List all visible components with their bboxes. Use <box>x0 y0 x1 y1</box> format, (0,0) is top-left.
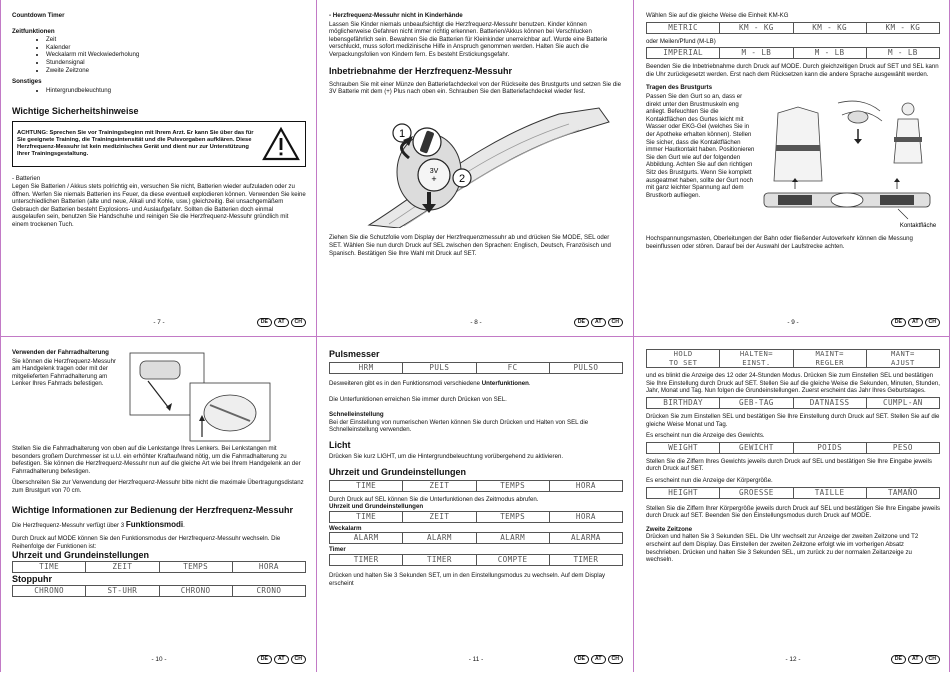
lcd-cell: ALARM <box>476 533 549 543</box>
page-10 <box>0 337 316 673</box>
bike-mount-illustration <box>126 349 276 445</box>
lcd-cell: CUMPL-AN <box>866 398 939 408</box>
lcd-cell: BIRTHDAY <box>663 397 704 407</box>
timer-title: Timer <box>329 546 346 554</box>
page-7 <box>0 0 316 336</box>
bedienung-heading: Wichtige Informationen zur Bedienung der Herzfrequenz-Messuhr <box>12 504 293 515</box>
list-item: • Stundensignal <box>46 59 306 67</box>
stoppuhr-heading: Stoppuhr <box>12 574 52 585</box>
country-badge: CH <box>291 318 307 327</box>
country-badge: AT <box>908 318 923 327</box>
sicherheit-heading: Wichtige Sicherheitshinweise <box>12 106 139 117</box>
lcd-cell: ALARMA <box>549 533 622 543</box>
lcd-cell: M - LB <box>866 48 939 58</box>
lcd-line: MAINT= <box>815 349 844 358</box>
lcd-cell: TIME <box>356 480 377 490</box>
battery-installation-illustration <box>329 100 619 228</box>
lcd-cell: IMPERIAL <box>663 48 704 58</box>
lcd-display-hold <box>646 349 940 368</box>
page-8 <box>317 0 633 336</box>
verwenden-text-2: Stellen Sie die Fahrradhalterung von oben auf die Lenkstange Ihres Lenkers. Bei Lenkstangen mit besonders großem Durchmesser ist u.U. ein erhöhter Kraftaufwand nötig, um die Fahrradhalterung zu befestigen. Sie können die Herzfrequenz-Messuhr nun auf die gleiche Art wie bei Ihrem Handgelenk an der Fahrradhalterung befestigen. <box>12 445 301 475</box>
sel-text: Die Unterfunktionen erreichen Sie immer durch Drücken von SEL. <box>329 395 507 403</box>
schnell-title: Schnelleinstellung <box>329 411 384 419</box>
lcd-cell: HORA <box>232 562 305 572</box>
lcd-cell <box>647 350 719 367</box>
country-badge: DE <box>574 318 589 327</box>
unterfunktionen-prefix: Desweiteren gibt es in den Funktionsmodi verschiedene <box>329 380 481 387</box>
lcd-cell: TIMER <box>353 554 379 564</box>
zeit-list <box>12 36 306 74</box>
page-number: - 8 - <box>470 319 482 326</box>
text-6: Stellen Sie die Ziffern Ihrer Körpergröße jeweils durch Druck auf SEL und bestätigen Sie Ihre Eingabe jeweils durch Druck auf SET. Beenden Sie den Einstellungsmodus durch Druck auf MODE. <box>646 504 941 520</box>
unterfunktionen-text <box>329 380 623 388</box>
list-item: • Kalender <box>46 44 306 52</box>
zweite-title: Zweite Zeitzone <box>646 525 693 533</box>
countdown-title: Countdown Timer <box>12 12 65 19</box>
warning-text: ACHTUNG: Sprechen Sie vor Trainingsbeginn mit Ihrem Arzt. Er kann Sie über das für Sie geeignete Training, die Trainingsintensität und die Pulsvorgaben aufklären. Diese Herzfrequenz-Messuhr ist kein medizinisches Gerät und dient nur zur Unterstützung Ihrer Trainingsgestaltung. <box>17 130 254 158</box>
grund-title: Uhrzeit und Grundeinstellungen <box>329 503 424 511</box>
unterfunktionen-suffix: . <box>528 380 531 387</box>
lcd-cell <box>719 350 792 367</box>
lcd-cell: TIME <box>39 562 60 572</box>
halten-text: Drücken und halten Sie 3 Sekunden SET, um in den Einstellungsmodus zu wechseln. Auf dem Display erscheint <box>329 571 606 587</box>
page-footer <box>646 655 940 665</box>
lcd-cell: TIME <box>356 511 377 521</box>
unter-text: Durch Druck auf SEL können Sie die Unterfunktionen des Zeitmodus abrufen. <box>329 495 539 503</box>
lcd-display-uhrzeit <box>329 480 623 492</box>
mode-text: Durch Druck auf MODE können Sie den Funktionsmodus der Herzfrequenz-Messuhr wechseln. Die Reihenfolge der Funktionen ist: <box>12 535 281 550</box>
lcd-cell: CHRONO <box>34 586 65 596</box>
page-footer <box>12 655 306 665</box>
lcd-line: HALTEN= <box>739 349 773 358</box>
page-footer <box>646 318 940 328</box>
lcd-cell: HORA <box>549 512 622 522</box>
lcd-display-imperial <box>646 47 940 59</box>
lcd-cell: POIDS <box>793 443 866 453</box>
battery-text: Schrauben Sie mit einer Münze den Batteriefachdeckel von der Rückseite des Brustgurts und setzen Sie die 3V Batterie mit dem (+) Plus nach oben ein. Schrauben Sie den Batteriefachdeckel wieder fest. <box>329 80 621 96</box>
list-item: • Weckalarm mit Weckwiederholung <box>46 51 306 59</box>
licht-heading: Licht <box>329 439 351 450</box>
verwenden-text-3: Überschreiten Sie zur Verwendung der Herzfrequenz-Messuhr bitte nicht die maximale Übertragungsdistanz zum Brustgurt von 70 cm. <box>12 479 304 494</box>
lcd-line: REGLER <box>815 357 844 367</box>
lcd-display-uhrzeit <box>12 561 306 573</box>
batterien-label: - Batterien <box>12 175 41 183</box>
lcd-cell: ZEIT <box>402 512 475 522</box>
page-11 <box>317 337 633 673</box>
lcd-cell: TAILLE <box>793 488 866 498</box>
country-badge: CH <box>291 655 307 664</box>
lcd-cell: CRONO <box>232 586 305 596</box>
country-badge: AT <box>591 318 606 327</box>
lcd-cell: FC <box>476 363 549 373</box>
country-badge: AT <box>274 655 289 664</box>
lcd-cell: M - LB <box>793 48 866 58</box>
text-3: Es erscheint nun die Anzeige des Gewichts. <box>646 432 765 440</box>
lcd-display-stoppuhr <box>12 585 306 597</box>
lcd-display-birthday <box>646 397 940 409</box>
lcd-cell: GEB-TAG <box>719 398 792 408</box>
lcd-line: TO SET <box>668 357 698 367</box>
text-5: Es erscheint nun die Anzeige der Körpergröße. <box>646 476 773 484</box>
country-badges <box>574 318 623 327</box>
lcd-cell: WEIGHT <box>668 442 699 452</box>
lcd-cell: HEIGHT <box>668 487 699 497</box>
country-badges <box>257 318 306 327</box>
verwenden-block <box>12 349 306 445</box>
lcd-cell: COMPTE <box>476 555 549 565</box>
country-badge: DE <box>891 318 906 327</box>
country-badge: AT <box>591 655 606 664</box>
lcd-cell: DATNAISS <box>793 398 866 408</box>
uhrzeit-heading: Uhrzeit und Grundeinstellungen <box>12 550 149 561</box>
country-badge: DE <box>257 318 272 327</box>
lcd-cell: PULSO <box>549 363 622 373</box>
licht-text: Drücken Sie kurz LIGHT, um die Hintergrundbeleuchtung vorübergehend zu aktivieren. <box>329 452 564 460</box>
after-text: Beenden Sie die Inbetriebnahme durch Druck auf MODE. Durch gleichzeitigen Druck auf SET und SEL kann die Uhr zurückgesetzt werden. Erst nach dem Rücksetzen kann die andere Sprache ausgewählt werden. <box>646 63 939 78</box>
lcd-cell: TEMPS <box>476 481 549 491</box>
country-badge: CH <box>925 655 941 664</box>
verfuegt-text <box>12 521 306 530</box>
lcd-cell: ALARM <box>402 533 475 543</box>
lcd-cell: GROESSE <box>719 488 792 498</box>
country-badge: AT <box>274 318 289 327</box>
page-number: - 11 - <box>468 656 484 663</box>
country-badges <box>257 655 306 664</box>
country-badge: DE <box>257 655 272 664</box>
lcd-cell: GEWICHT <box>719 443 792 453</box>
pulsmesser-heading: Pulsmesser <box>329 349 380 359</box>
list-item: • Hintergrundbeleuchtung <box>46 87 306 95</box>
lcd-line: HOLD <box>673 349 693 358</box>
lcd-cell: PULS <box>402 363 475 373</box>
lcd-cell <box>793 350 866 367</box>
battery-voltage-label: 3V <box>429 167 439 175</box>
hochspannung-text: Hochspannungsmasten, Oberleitungen der Bahn oder fließender Autoverkehr können die Messung beeinflussen oder stören. Darauf bei der Auswahl der Laufstrecke achten. <box>646 234 913 250</box>
country-badge: DE <box>891 655 906 664</box>
lcd-cell: KM - KG <box>793 23 866 33</box>
country-badge: CH <box>608 655 624 664</box>
lcd-cell: KM - KG <box>866 23 939 33</box>
verfuegt-prefix: Die Herzfrequenz-Messuhr verfügt über 3 <box>12 521 125 529</box>
chest-strap-illustration <box>758 93 936 233</box>
page-number: - 10 - <box>151 656 167 663</box>
lcd-cell: M - LB <box>719 48 792 58</box>
page-footer <box>329 655 623 665</box>
page-12 <box>634 337 950 673</box>
batterien-text: Legen Sie Batterien / Akkus stets polrichtig ein, versuchen Sie nicht, Batterien wieder aufzuladen oder zu öffnen. Werfen Sie niemals Batterien ins Feuer, da diese eventuell explodieren können. Verwenden Sie keine unterschiedlichen Batterien (alte und neue, Alkali und Kohle, usw.) gleichzeitig. Bei unsachgemäßem Gebrauch der Batterien besteht Explosions- und Auslaufgefahr. Sollten die Batterien doch einmal ausgelaufen sein, benutzen Sie Handschuhe und reinigen Sie die Herzfrequenz-Messuhr gründlich mit einem trockenen Tuch. <box>12 182 306 228</box>
verwenden-title: Verwenden der Fahrradhalterung <box>12 349 109 356</box>
lcd-cell <box>866 350 939 367</box>
lcd-display-metric <box>646 22 940 34</box>
unit-intro: Wählen Sie auf die gleiche Weise die Einheit KM-KG <box>646 12 789 19</box>
lcd-cell: ZEIT <box>85 562 158 572</box>
strap-band <box>776 145 820 151</box>
lcd-cell: PESO <box>866 443 939 453</box>
lcd-cell: HRM <box>358 363 374 372</box>
unterfunktionen-bold: Unterfunktionen <box>481 380 529 387</box>
warning-triangle-icon <box>261 126 301 162</box>
tragen-text: Passen Sie den Gurt so an, dass er direkt unter den Brustmuskeln eng anliegt. Befeuchten Sie die Kontaktflächen des Gurtes leicht mit Wasser oder EKG-Gel (welches Sie in der Apotheke erhalten können). Stellen Sie sicher, dass die Kontaktflächen immer Hautkontakt haben. Positionieren Sie den Gurt wie auf der folgenden Abbildung. Achten Sie auf den richtigen Sitz des Brustgurts. Wenn Sie komplett ausgeatmet haben, sollte der Gurt noch mit ganz leichter Spannung auf dem Brustkorb aufliegen. <box>646 92 755 199</box>
lcd-cell: TIMER <box>402 555 475 565</box>
lcd-cell: ST-UHR <box>85 586 158 596</box>
country-badge: DE <box>574 655 589 664</box>
lcd-cell: TIMER <box>549 555 622 565</box>
text-1: und es blinkt die Anzeige des 12 oder 24-Stunden Modus. Drücken Sie zum Einstellen SEL und bestätigen Sie Ihre Einstellung durch Druck auf SET. Stellen Sie auf die gleiche Weise die Sekunden, Minuten, Stunden, Jahr, Monat und Tag. Nun folgen die Grundeinstellungen. Zuerst erscheint das Jahr Ihres Geburtstages. <box>646 372 940 395</box>
lcd-line: MANT= <box>891 349 915 358</box>
uhrzeit-heading: Uhrzeit und Grundeinstellungen <box>329 466 466 477</box>
lcd-display-alarm <box>329 532 623 544</box>
lcd-cell: TEMPS <box>476 512 549 522</box>
schnell-text: Bei der Einstellung von numerischen Werten können Sie durch Drücken und Halten von SEL die Schnelleinstellung verwenden. <box>329 418 589 434</box>
list-item: • Zeit <box>46 36 306 44</box>
zweite-text: Drücken und halten Sie 3 Sekunden SEL. Die Uhr wechselt zur Anzeige der zweiten Zeitzone und T2 erscheint auf dem Display. Das Einstellen der zweiten Zeitzone erfolgt wie im vorherigen Absatz beschrieben. Drücken und halten Sie 3 Sekunden SEL, um zurück zu der normalen Zeitanzeige zu wechseln. <box>646 533 919 564</box>
battery-plus-label: + <box>431 173 437 184</box>
page-number: - 9 - <box>787 319 799 326</box>
kinder-title: - Herzfrequenz-Messuhr nicht in Kinderhände <box>329 12 463 19</box>
country-badges <box>891 318 940 327</box>
country-badge: CH <box>925 318 941 327</box>
verfuegt-bold: Funktionsmodi <box>125 519 184 529</box>
tragen-block <box>646 93 940 233</box>
page-number: - 7 - <box>153 319 165 326</box>
after-text: Ziehen Sie die Schutzfolie vom Display der Herzfrequenzmessuhr ab und drücken Sie MODE, SEL oder SET. Wählen Sie nun durch Druck auf SEL zwischen den Sprachen: Englisch, Deutsch, Französisch und Spanisch. Bestätigen Sie Ihre Wahl mit Druck auf SET. <box>329 234 611 257</box>
kinder-text: Lassen Sie Kinder niemals unbeaufsichtigt die Herzfrequenz-Messuhr benutzen. Kinder können möglicherweise Gefahren nicht immer richtig erkennen. Batterien/Akkus können bei Verschlucken lebensgefährlich sein. Bewahren Sie die Batterien für Kleinkinder unerreichbar auf. Wurde eine Batterie verschluckt, muss sofort medizinische Hilfe in Anspruch genommen werden. Halten Sie auch die Verpackungsfolien von Kindern fern. Es besteht Erstickungsgefahr. <box>329 20 608 58</box>
verwenden-text-1: Sie können die Herzfrequenz-Messuhr am Handgelenk tragen oder mit der mitgelieferten Fahrradhalterung am Lenker Ihres Fahrrads befestigen. <box>12 357 116 388</box>
page-9 <box>634 0 950 336</box>
lcd-cell: METRIC <box>668 22 699 32</box>
tragen-title: Tragen des Brustgurts <box>646 84 713 92</box>
list-item: • Zweite Zeitzone <box>46 67 306 75</box>
lcd-line: AJUST <box>891 357 915 367</box>
country-badges <box>891 655 940 664</box>
country-badge: AT <box>908 655 923 664</box>
lcd-display-uhrzeit-2 <box>329 511 623 523</box>
step-2-number: 2 <box>458 172 466 185</box>
sonstiges-title: Sonstiges <box>12 78 42 86</box>
lcd-cell: ZEIT <box>402 481 475 491</box>
lcd-display-height <box>646 487 940 499</box>
oder-text: oder Meilen/Pfund (M-LB) <box>646 37 716 45</box>
step-1-number: 1 <box>398 127 406 140</box>
warning-box <box>12 121 306 167</box>
lcd-display-puls <box>329 362 623 374</box>
sonstiges-list <box>12 87 306 95</box>
lcd-line: EINST. <box>742 357 771 367</box>
inbetriebnahme-heading: Inbetriebnahme der Herzfrequenz-Messuhr <box>329 65 513 76</box>
lcd-cell: HORA <box>549 481 622 491</box>
lcd-display-timer <box>329 554 623 566</box>
verfuegt-suffix: . <box>183 521 185 529</box>
lcd-cell: CHRONO <box>159 586 232 596</box>
zeitfunktionen-title: Zeitfunktionen <box>12 27 55 35</box>
text-4: Stellen Sie die Ziffern Ihres Gewichts jeweils durch Druck auf SEL und bestätigen Sie Ihre Eingabe jeweils durch Druck auf SET. <box>646 457 932 473</box>
lcd-cell: ALARM <box>353 533 379 543</box>
lcd-cell: TAMAÑO <box>866 488 939 498</box>
lcd-cell: TEMPS <box>159 562 232 572</box>
page-footer <box>12 318 306 328</box>
page-number: - 12 - <box>785 656 801 663</box>
country-badge: CH <box>608 318 624 327</box>
lcd-display-weight <box>646 442 940 454</box>
page-footer <box>329 318 623 328</box>
lcd-cell: KM - KG <box>719 23 792 33</box>
text-2: Drücken Sie zum Einstellen SEL und bestätigen Sie Ihre Einstellung durch Druck auf SET. Stellen Sie auf die gleiche Weise Monat und Tag. <box>646 412 940 428</box>
country-badges <box>574 655 623 664</box>
kontakt-label: Kontaktfläche <box>899 222 936 229</box>
weckalarm-title: Weckalarm <box>329 524 362 532</box>
